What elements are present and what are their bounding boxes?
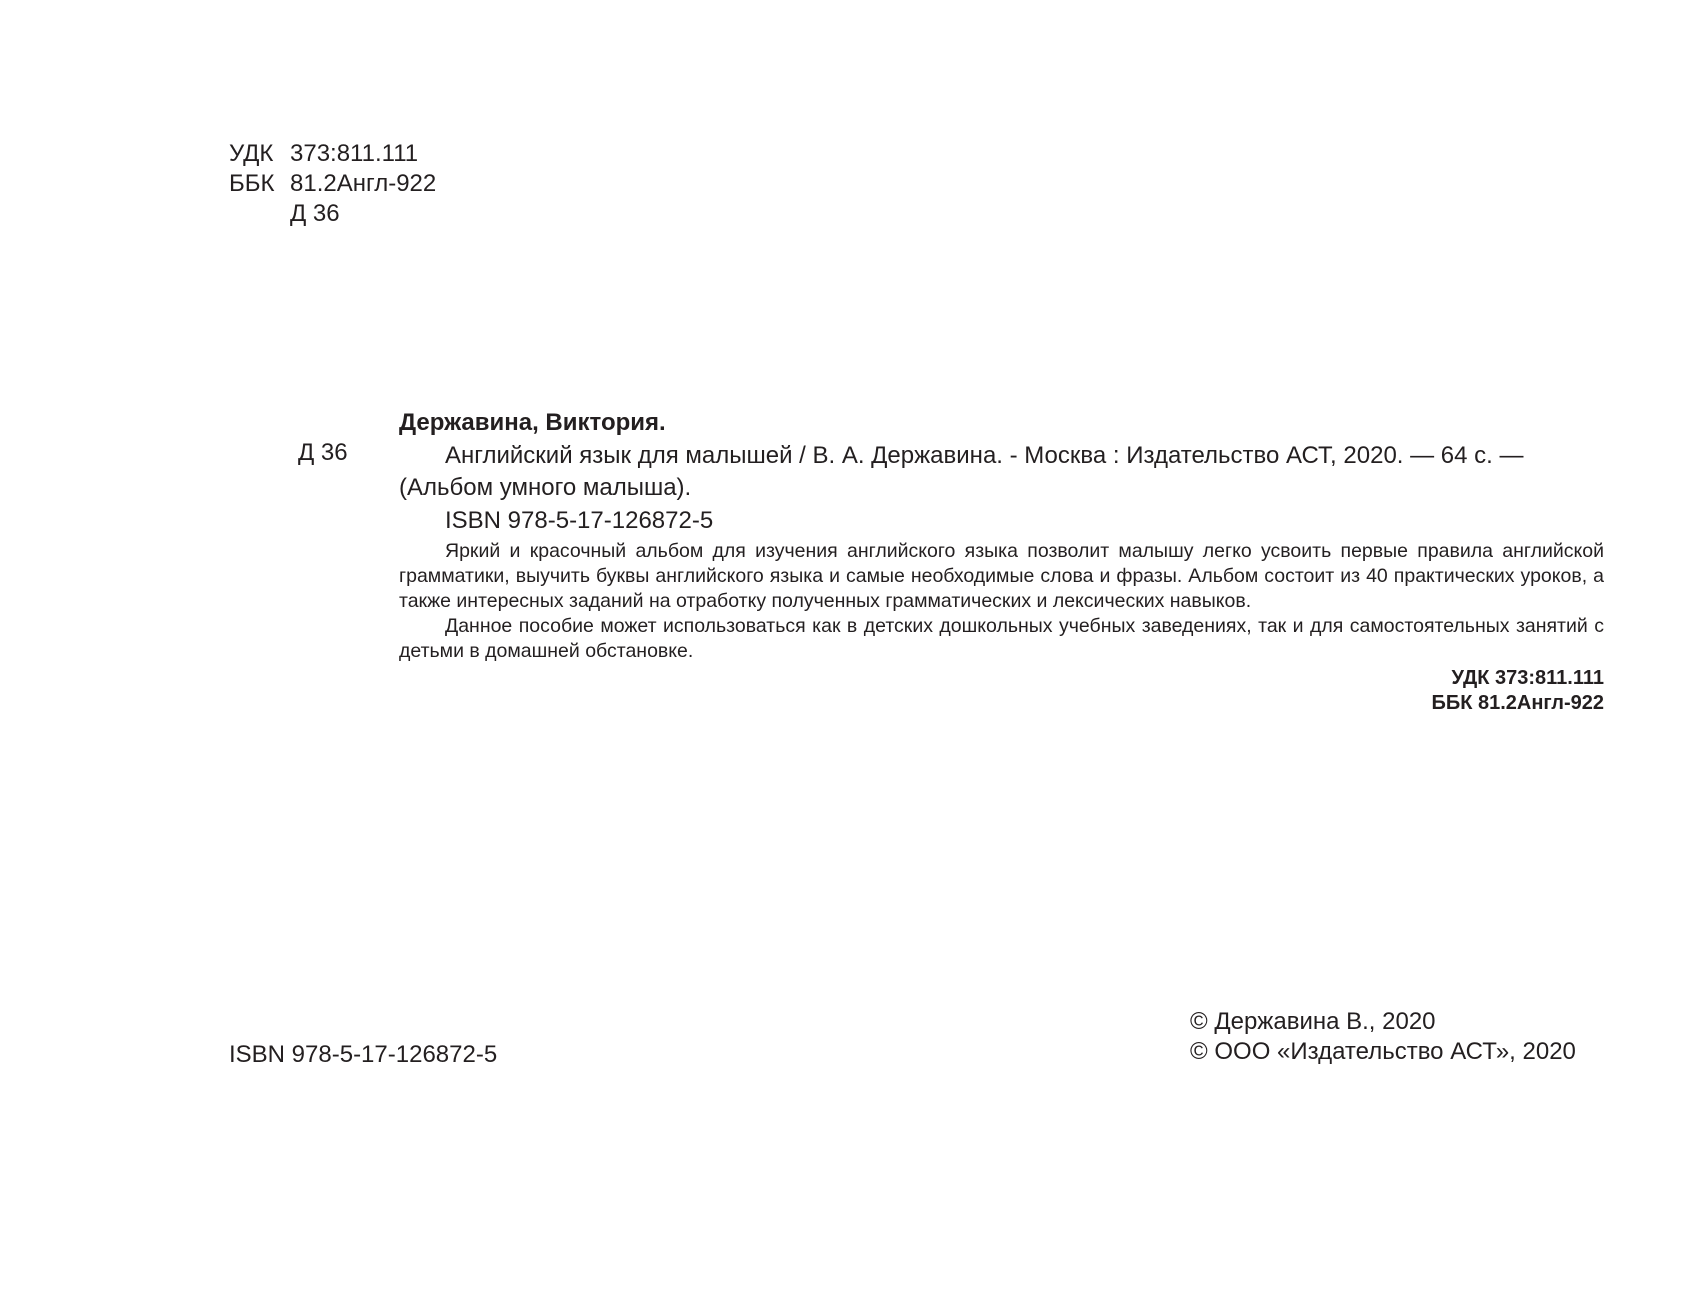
card-annotation-1: Яркий и красочный альбом для изучения английского языка позволит малышу легко усвоить первые правила английской грамматики, выучить буквы английского языка и самые необходимые слова и фразы. Альбом состоит из 40 практических уроков, а также интересных заданий на отработку полученных грамматических и лексических навыков. [399,540,1604,612]
card-title-statement: Английский язык для малышей / В. А. Державина. - Москва : Издательство АСТ, 2020. — 64 с. — (Альбом умного малыша). [399,442,1524,501]
card-isbn: ISBN 978-5-17-126872-5 [445,507,714,534]
top-udk-line [229,139,529,169]
card-author: Державина, Виктория. [399,409,666,436]
top-bbk-value: 81.2Англ-922 [290,170,437,197]
card-author-sign: Д 36 [298,439,348,466]
top-udk-value: 373:811.111 [290,140,419,167]
copyright-publisher: © ООО «Издательство АСТ», 2020 [1190,1038,1576,1065]
top-author-sign: Д 36 [290,200,340,227]
top-bbk-line [229,169,529,199]
footer-isbn: ISBN 978-5-17-126872-5 [229,1041,498,1068]
card-udk: УДК 373:811.111 [1451,667,1604,689]
top-udk-label: УДК [229,140,274,167]
top-bbk-label: ББК [229,170,275,197]
card-annotation-2: Данное пособие может использоваться как в детских дошкольных учебных заведениях, так и для самостоятельных занятий с детьми в домашней обстановке. [399,615,1604,662]
copyright-author: © Державина В., 2020 [1190,1008,1436,1035]
card-bbk: ББК 81.2Англ-922 [1431,692,1604,714]
